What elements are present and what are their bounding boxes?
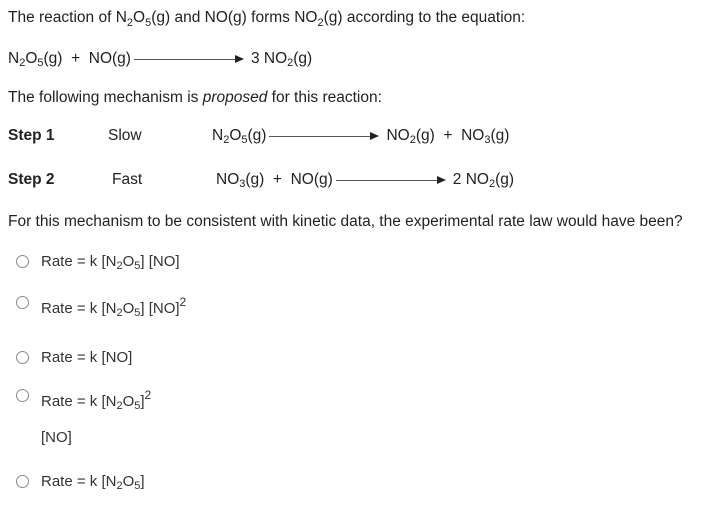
opt2-tail: ] [NO] [140, 300, 180, 317]
question-text: For this mechanism to be consistent with kinetic data, the experimental rate law would have been? [8, 213, 683, 230]
s2-lhs-sub: 3 [239, 178, 246, 190]
radio-button-2[interactable] [16, 296, 29, 309]
reaction-arrow-icon [269, 136, 377, 137]
opt2-sup: 2 [179, 294, 187, 309]
step-2-speed: Fast [112, 171, 143, 188]
mech-before: The following mechanism is [8, 89, 203, 106]
opt1-prefix: Rate = k [N [41, 253, 117, 270]
s2-lhs: NO [216, 171, 240, 188]
intro-text: The reaction of [8, 9, 116, 26]
opt1-sub2: 2 [116, 259, 123, 272]
intro-tail: (g) according to the equation: [323, 9, 526, 26]
reaction-arrow-icon [134, 59, 242, 60]
opt4-prefix: Rate = k [N [41, 393, 117, 410]
s2-rhs-sub: 2 [488, 178, 496, 190]
s1-rhs-sub: 2 [409, 134, 416, 146]
eq-n: N [8, 50, 20, 67]
n2o5-sub-2: 2 [126, 17, 134, 29]
opt5-prefix: Rate = k [N [41, 473, 117, 490]
opt5-sub2: 2 [116, 479, 123, 492]
opt1-sub5: 5 [134, 259, 141, 272]
s1-o: O [229, 127, 242, 144]
s2-rhs: 2 NO [452, 171, 489, 188]
opt4-sub5: 5 [134, 399, 141, 412]
opt2-o: O [122, 300, 135, 317]
s1-sub-5: 5 [241, 134, 248, 146]
opt4-sub2: 2 [116, 399, 123, 412]
eq-o: O [25, 50, 38, 67]
opt5-o: O [122, 473, 135, 490]
step-1-equation [212, 127, 509, 145]
eq-rhs: 3 NO [250, 50, 288, 67]
opt5-tail: ] [140, 473, 145, 490]
mechanism-intro [8, 89, 382, 107]
s1-sub-2: 2 [223, 134, 230, 146]
radio-button-3[interactable] [16, 351, 29, 364]
n2o5-sub-5: 5 [145, 17, 152, 29]
opt5-sub5: 5 [134, 479, 141, 492]
n2o5-o: O [133, 9, 146, 26]
eq-phase: (g) [43, 50, 63, 67]
radio-button-1[interactable] [16, 255, 29, 268]
radio-button-5[interactable] [16, 475, 29, 488]
s1-rhs-end: (g) [490, 127, 510, 144]
step-1-label: Step 1 [8, 127, 55, 144]
option-4[interactable] [16, 387, 152, 412]
s2-lhs-rest: (g) + NO(g) [245, 171, 333, 188]
opt3-text: Rate = k [NO] [41, 349, 133, 366]
step-1-speed: Slow [108, 127, 142, 144]
opt2-sub5: 5 [134, 306, 141, 319]
opt4-tail: ] [140, 393, 145, 410]
s1-rhs: NO [386, 127, 410, 144]
step-2-equation [216, 171, 514, 189]
s2-rhs-end: (g) [495, 171, 515, 188]
eq-plus-no: + NO(g) [62, 50, 131, 67]
opt1-o: O [122, 253, 135, 270]
mech-after: for this reaction: [267, 89, 382, 106]
opt4-o: O [122, 393, 135, 410]
n2o5-n: N [115, 9, 127, 26]
s1-rhs-sub2: 3 [484, 134, 491, 146]
eq-rhs-sub: 2 [287, 57, 294, 69]
eq-rhs-phase: (g) [293, 50, 313, 67]
s1-phase: (g) [247, 127, 267, 144]
reaction-arrow-icon [336, 180, 444, 181]
eq-sub-2: 2 [19, 57, 26, 69]
intro-and: and NO(g) forms NO [170, 9, 318, 26]
no2-sub: 2 [317, 17, 324, 29]
s1-n: N [212, 127, 224, 144]
step-2-label: Step 2 [8, 171, 55, 188]
intro-line [8, 9, 525, 27]
opt1-tail: ] [NO] [140, 253, 180, 270]
option-2[interactable] [16, 294, 187, 319]
opt2-prefix: Rate = k [N [41, 300, 117, 317]
option-3[interactable] [16, 349, 132, 366]
eq-sub-5: 5 [37, 57, 44, 69]
opt4-sup: 2 [144, 387, 152, 402]
mech-italic: proposed [202, 89, 268, 106]
s1-rhs-mid: (g) + NO [415, 127, 485, 144]
n2o5-phase: (g) [151, 9, 171, 26]
radio-button-4[interactable] [16, 389, 29, 402]
option-5[interactable] [16, 473, 145, 490]
option-1[interactable] [16, 253, 180, 270]
overall-equation [8, 50, 312, 68]
opt2-sub2: 2 [116, 306, 123, 319]
option-4-line-2: [NO] [41, 429, 72, 446]
